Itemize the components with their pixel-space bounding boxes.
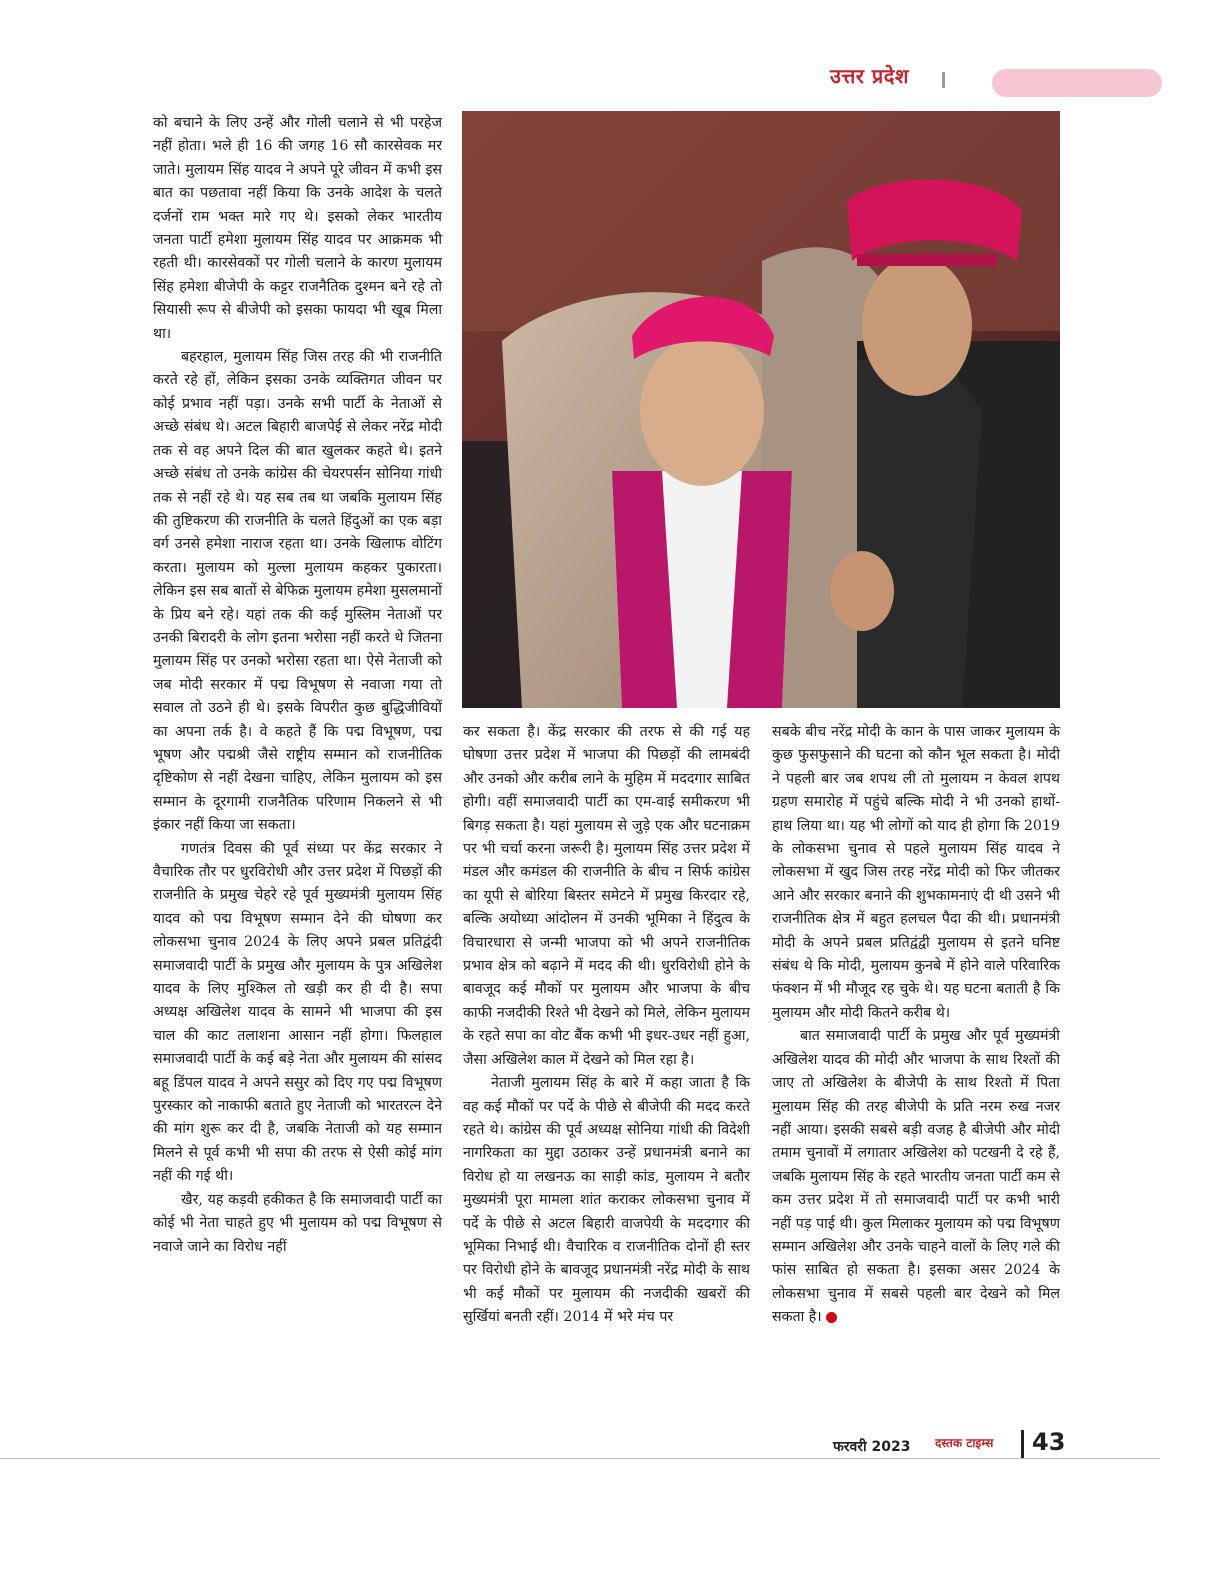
magazine-logo: दस्तक टाइम्स — [935, 1436, 994, 1450]
article-column-3 — [772, 721, 1060, 1330]
section-title: उत्तर प्रदेश — [830, 64, 910, 88]
paragraph: खैर, यह कड़वी हकीकत है कि समाजवादी पार्टी का कोई भी नेता चाहते हुए भी मुलायम को पद्म विभूषण से नवाजे जाने का विरोध नहीं — [153, 1191, 442, 1255]
article-column-1 — [153, 112, 442, 1259]
paragraph: कर सकता है। केंद्र सरकार की तरफ से की गई यह घोषणा उत्तर प्रदेश में भाजपा की पिछड़ों की लामबंदी और उनको और करीब लाने के मुहिम में मददगार साबित होगी। वहीं समाजवादी पार्टी का एम-वाई समीकरण भी बिगड़ सकता है। यहां मुलायम से जुड़े एक और घटनाक्रम पर भी चर्चा करना जरूरी है। मुलायम सिंह उत्तर प्रदेश में मंडल और कमंडल की राजनीति के बीच न सिर्फ कांग्रेस का यूपी से बोरिया बिस्तर समेटने में प्रमुख किरदार रहे, बल्कि अयोध्या आंदोलन में उनकी भूमिका ने हिंदुत्व के विचारधारा से जन्मी भाजपा को भी अपने राजनीतिक प्रभाव क्षेत्र को बढ़ाने में मदद की थी। धुरविरोधी होने के बावजूद कई मौकों पर मुलायम और भाजपा के बीच काफी नजदीकी रिश्ते भी देखने को मिले, लेकिन मुलायम के रहते सपा का वोट बैंक कभी भी इधर-उधर नहीं हुआ, जैसा अखिलेश काल में देखने को मिल रहा है। — [463, 724, 750, 1068]
end-mark-icon — [826, 1312, 837, 1323]
paragraph — [772, 1025, 1060, 1329]
header-divider — [942, 72, 945, 88]
article-column-2 — [463, 721, 750, 1330]
paragraph: नेताजी मुलायम सिंह के बारे में कहा जाता है कि वह कई मौकों पर पर्दे के पीछे से बीजेपी की मदद करते रहते थे। कांग्रेस की पूर्व अध्यक्ष सोनिया गांधी की विदेशी नागरिकता का मुद्दा उठाकर उन्हें प्रधानमंत्री बनाने का विरोध हो या लखनऊ का साड़ी कांड, मुलायम ने बतौर मुख्यमंत्री पूरा मामला शांत कराकर लोकसभा चुनाव में पर्दे के पीछे से अटल बिहारी वाजपेयी के मददगार की भूमिका निभाई थी। वैचारिक व राजनीतिक दोनों ही स्तर पर विरोधी होने के बावजूद प्रधानमंत्री नरेंद्र मोदी के साथ भी कई मौकों पर मुलायम की नजदीकी खबरों की सुर्खियां बनती रहीं। 2014 में भरे मंच पर — [463, 1075, 750, 1326]
footer-separator — [1021, 1430, 1024, 1458]
paragraph: को बचाने के लिए उन्हें और गोली चलाने से भी परहेज नहीं होता। भले ही 16 की जगह 16 सौ कारसेवक मर जाते। मुलायम सिंह यादव ने अपने पूरे जीवन में कभी इस बात का पछतावा नहीं किया कि उनके आदेश के चलते दर्जनों राम भक्त मारे गए थे। इसको लेकर भारतीय जनता पार्टी हमेशा मुलायम सिंह यादव पर आक्रमक भी रहती थी। कारसेवकों पर गोली चलाने के कारण मुलायम सिंह हमेशा बीजेपी के कट्टर राजनैतिक दुश्मन बने रहे तो सियासी रूप से बीजेपी को इसका फायदा भी खूब मिला था। — [153, 115, 442, 342]
footer-divider — [0, 1458, 1160, 1459]
page-number: 43 — [1032, 1428, 1066, 1456]
paragraph: बहरहाल, मुलायम सिंह जिस तरह की भी राजनीति करते रहे हों, लेकिन इसका उनके व्यक्तिगत जीवन पर कोई प्रभाव नहीं पड़ा। उनके सभी पार्टी के नेताओं से अच्छे संबंध थे। अटल बिहारी बाजपेई से लेकर नरेंद्र मोदी तक से वह अपने दिल की बात खुलकर कहते थे। इतने अच्छे संबंध तो उनके कांग्रेस की चेयरपर्सन सोनिया गांधी तक से नहीं रहे थे। यह सब तब था जबकि मुलायम सिंह की तुष्टिकरण की राजनीति के चलते हिंदुओं का एक बड़ा वर्ग उनसे हमेशा नाराज रहता था। उनके खिलाफ वोटिंग करता। मुलायम को मुल्ला मुलायम कहकर पुकारता। लेकिन इस सब बातों से बेफिक्र मुलायम हमेशा मुसलमानों के प्रिय बने रहे। यहां तक की कई मुस्लिम नेताओं पर उनकी बिरादरी के लोग इतना भरोसा नहीं करते थे जितना मुलायम सिंह पर उनको भरोसा रहता था। ऐसे नेताजी को जब मोदी सरकार में पद्म विभूषण से नवाजा गया तो सवाल तो उठने ही थे। इसके विपरीत कुछ बुद्धिजीवियों का अपना तर्क है। वे कहते हैं कि पद्म विभूषण, पद्म भूषण और पद्मश्री जैसे राष्ट्रीय सम्मान को राजनीतिक दृष्टिकोण से नहीं देखना चाहिए, लेकिन मुलायम को इस सम्मान के दूरगामी राजनैतिक परिणाम निकलने से भी इंकार नहीं किया जा सकता। — [153, 349, 442, 834]
paragraph: गणतंत्र दिवस की पूर्व संध्या पर केंद्र सरकार ने वैचारिक तौर पर धुरविरोधी और उत्तर प्रदेश में पिछड़ों की राजनीति के प्रमुख चेहरे रहे पूर्व मुख्यमंत्री मुलायम सिंह यादव को पद्म विभूषण सम्मान देने की घोषणा कर लोकसभा चुनाव 2024 के लिए अपने प्रबल प्रतिद्वंदी समाजवादी पार्टी के प्रमुख और मुलायम के पुत्र अखिलेश यादव के लिए मुश्किल तो खड़ी कर ही दी है। सपा अध्यक्ष अखिलेश यादव के सामने भी भाजपा की इस चाल की काट तलाशना आसान नहीं होगा। फिलहाल समाजवादी पार्टी के कई बड़े नेता और मुलायम की सांसद बहू डिंपल यादव ने अपने ससुर को दिए गए पद्म विभूषण पुरस्कार को नाकाफी बताते हुए नेताजी को भारतरत्न देने की मांग शुरू कर दी है, जबकि नेताजी को यह सम्मान मिलने से पूर्व कभी भी सपा की तरफ से ऐसी कोई मांग नहीं की गई थी। — [153, 840, 442, 1185]
issue-date: फरवरी 2023 — [833, 1439, 911, 1455]
paragraph: सबके बीच नरेंद्र मोदी के कान के पास जाकर मुलायम के कुछ फुसफुसाने की घटना को कौन भूल सकता है। मोदी ने पहली बार जब शपथ ली तो मुलायम न केवल शपथ ग्रहण समारोह में पहुंचे बल्कि मोदी ने भी उनको हाथों-हाथ लिया था। यह भी लोगों को याद ही होगा कि 2019 के लोकसभा चुनाव से पहले मुलायम सिंह यादव ने लोकसभा में खुद जिस तरह नरेंद्र मोदी को फिर जीतकर आने और सरकार बनाने की शुभकामनाएं दी थी उसने भी राजनीतिक क्षेत्र में बहुत हलचल पैदा की थी। प्रधानमंत्री मोदी के अपने प्रबल प्रतिद्वंद्वी मुलायम से इतने घनिष्ट संबंध थे कि मोदी, मुलायम कुनबे में होने वाले परिवारिक फंक्शन में भी मौजूद रह चुके थे। यह घटना बताती है कि मुलायम और मोदी कितने करीब थे। — [772, 724, 1060, 1021]
article-photo — [462, 111, 1060, 708]
paragraph-text: बात समाजवादी पार्टी के प्रमुख और पूर्व मुख्यमंत्री अखिलेश यादव की मोदी और भाजपा के साथ रिश्तों की जाए तो अखिलेश के बीजेपी के साथ रिश्तो में पिता मुलायम सिंह की तरह बीजेपी के प्रति नरम रुख नजर नहीं आया। इसकी सबसे बड़ी वजह है बीजेपी और मोदी तमाम चुनावों में लगातार अखिलेश को पटखनी दे रहे हैं, जबकि मुलायम सिंह के रहते भारतीय जनता पार्टी कम से कम उत्तर प्रदेश में तो समाजवादी पार्टी पर कभी भारी नहीं पड़ पाई थी। कुल मिलाकर मुलायम को पद्म विभूषण सम्मान अखिलेश और उनके चाहने वालों के लिए गले की फांस साबित हो सकता है। इसका असर 2024 के लोकसभा चुनाव में सबसे पहली बार देखने को मिल सकता है। — [772, 1028, 1060, 1326]
header-decoration — [992, 69, 1162, 97]
